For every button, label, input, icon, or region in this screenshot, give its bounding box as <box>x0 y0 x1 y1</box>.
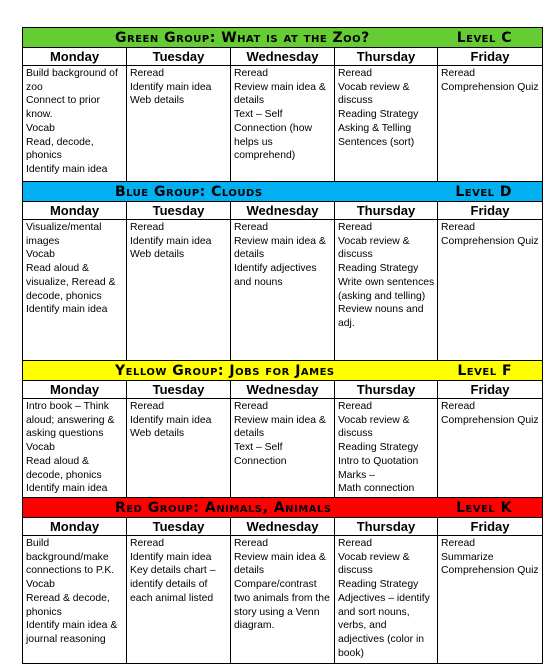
plan-cell-wednesday <box>231 220 335 361</box>
day-header-row <box>23 48 543 66</box>
plan-row <box>23 66 543 182</box>
plan-item: Identify main idea <box>26 304 108 316</box>
plan-item: Reread <box>338 68 373 79</box>
day-header-monday: Monday <box>23 202 127 220</box>
plan-item: Vocab review & discuss <box>338 235 410 261</box>
plan-item: Reread <box>130 538 165 549</box>
plan-item: Reread <box>338 401 373 412</box>
day-header-row <box>23 381 543 399</box>
plan-item: Vocab <box>26 249 55 261</box>
plan-item: Review main idea & details <box>234 81 326 107</box>
plan-item: Reading Strategy <box>338 109 419 121</box>
plan-item: Vocab <box>26 122 55 134</box>
plan-item: Visualize/mental images <box>26 222 102 247</box>
day-header-tuesday: Tuesday <box>127 381 231 399</box>
day-header-thursday: Thursday <box>335 381 438 399</box>
plan-item: Reread <box>338 538 373 549</box>
plan-cell-friday <box>438 399 543 498</box>
plan-item: Reread <box>338 222 373 233</box>
plan-item: Review main idea & details <box>234 551 326 577</box>
plan-item: Read aloud & visualize, Reread & decode, phonics <box>26 263 116 302</box>
group-band-content <box>23 500 542 516</box>
day-header-friday: Friday <box>438 518 543 536</box>
plan-item: Reading Strategy <box>338 579 419 591</box>
plan-item: Vocab <box>26 442 55 454</box>
plan-item: Reread <box>441 538 476 549</box>
plan-row <box>23 536 543 664</box>
plan-cell-thursday <box>335 399 438 498</box>
plan-item: Vocab <box>26 579 55 591</box>
day-header-row <box>23 518 543 536</box>
plan-cell-friday <box>438 536 543 664</box>
plan-item: Review main idea & details <box>234 235 326 261</box>
plan-item: Web details <box>130 95 185 107</box>
plan-item: Web details <box>130 249 185 261</box>
day-header-wednesday: Wednesday <box>231 202 335 220</box>
plan-cell-wednesday <box>231 536 335 664</box>
plan-item: Reread <box>441 401 476 412</box>
plan-item: Vocab review & discuss <box>338 551 410 577</box>
plan-item: Comprehension Quiz <box>441 414 539 426</box>
plan-item: Build background/make connections to P.K. <box>26 538 115 577</box>
group-band <box>23 361 543 381</box>
plan-item: Identify main idea <box>130 551 212 563</box>
group-title: Blue Group: Clouds <box>115 183 263 200</box>
day-header-monday: Monday <box>23 381 127 399</box>
plan-item: Reread <box>234 222 269 233</box>
group-band <box>23 498 543 518</box>
day-header-tuesday: Tuesday <box>127 48 231 66</box>
plan-item: Asking & Telling Sentences (sort) <box>338 122 415 148</box>
plan-cell-wednesday <box>231 66 335 182</box>
plan-cell-monday <box>23 220 127 361</box>
plan-cell-monday <box>23 536 127 664</box>
plan-item: Intro book – Think aloud; answering & asking questions <box>26 401 115 440</box>
plan-item: Review nouns and adj. <box>338 304 424 329</box>
plan-item: Build background of zoo <box>26 68 118 93</box>
plan-item: Reread <box>234 68 269 79</box>
plan-item: Review main idea & details <box>234 414 326 440</box>
plan-cell-friday <box>438 66 543 182</box>
plan-item: Intro to Quotation Marks – <box>338 455 419 481</box>
plan-cell-tuesday <box>127 66 231 182</box>
plan-item: Adjectives – identify and sort nouns, verbs, and adjectives (color in book) <box>338 592 430 659</box>
group-band-cell <box>23 28 543 48</box>
lesson-plan-table <box>22 27 543 664</box>
plan-item: Connect to prior know. <box>26 95 100 121</box>
group-band-cell <box>23 498 543 518</box>
plan-item: Web details <box>130 428 185 440</box>
group-band-cell <box>23 182 543 202</box>
day-header-tuesday: Tuesday <box>127 202 231 220</box>
plan-item: Write own sentences (asking and telling) <box>338 276 435 302</box>
plan-row <box>23 399 543 498</box>
plan-item: Identify main idea & journal reasoning <box>26 620 118 645</box>
plan-item: Math connection <box>338 483 415 495</box>
day-header-friday: Friday <box>438 202 543 220</box>
day-header-thursday: Thursday <box>335 48 438 66</box>
day-header-monday: Monday <box>23 518 127 536</box>
plan-item: Identify main idea <box>130 235 212 247</box>
day-header-tuesday: Tuesday <box>127 518 231 536</box>
plan-cell-wednesday <box>231 399 335 498</box>
lesson-plan-sheet <box>22 27 542 664</box>
plan-cell-tuesday <box>127 220 231 361</box>
plan-cell-monday <box>23 66 127 182</box>
plan-item: Key details chart – identify details of each animal listed <box>130 565 216 604</box>
plan-item: Identify main idea <box>130 81 212 93</box>
plan-item: Identify main idea <box>26 163 108 175</box>
group-band-cell <box>23 361 543 381</box>
group-level: Level K <box>456 499 513 516</box>
plan-cell-thursday <box>335 66 438 182</box>
group-title: Red Group: Animals, Animals <box>115 499 332 516</box>
plan-item: Text – Self Connection <box>234 442 287 467</box>
plan-item: Comprehension Quiz <box>441 235 539 247</box>
plan-item: Reread & decode, phonics <box>26 592 110 618</box>
group-band-content <box>23 30 542 46</box>
plan-item: Identify adjectives and nouns <box>234 263 317 288</box>
plan-item: Read, decode, phonics <box>26 136 94 162</box>
plan-item: Reread <box>441 68 476 79</box>
plan-cell-tuesday <box>127 399 231 498</box>
plan-item: Comprehension Quiz <box>441 81 539 93</box>
day-header-wednesday: Wednesday <box>231 518 335 536</box>
plan-item: Reading Strategy <box>338 442 419 454</box>
plan-item: Comprehension Quiz <box>441 565 539 577</box>
plan-item: Reread <box>130 222 165 233</box>
day-header-thursday: Thursday <box>335 202 438 220</box>
plan-cell-friday <box>438 220 543 361</box>
plan-item: Text – Self Connection (how helps us comprehend) <box>234 109 312 162</box>
plan-item: Reread <box>130 401 165 412</box>
plan-item: Read aloud & decode, phonics <box>26 455 102 481</box>
day-header-wednesday: Wednesday <box>231 381 335 399</box>
group-title: Green Group: What is at the Zoo? <box>115 29 370 46</box>
day-header-wednesday: Wednesday <box>231 48 335 66</box>
plan-item: Compare/contrast two animals from the story using a Venn diagram. <box>234 579 330 632</box>
group-band <box>23 28 543 48</box>
plan-cell-thursday <box>335 536 438 664</box>
group-title: Yellow Group: Jobs for James <box>115 362 335 379</box>
plan-cell-tuesday <box>127 536 231 664</box>
plan-item: Vocab review & discuss <box>338 81 410 107</box>
group-level: Level D <box>455 183 513 200</box>
plan-cell-monday <box>23 399 127 498</box>
group-level: Level C <box>456 29 513 46</box>
group-band <box>23 182 543 202</box>
plan-item: Reading Strategy <box>338 263 419 275</box>
plan-item: Reread <box>234 401 269 412</box>
plan-cell-thursday <box>335 220 438 361</box>
group-band-content <box>23 363 542 379</box>
plan-item: Reread <box>441 222 476 233</box>
day-header-thursday: Thursday <box>335 518 438 536</box>
day-header-monday: Monday <box>23 48 127 66</box>
lesson-plan-body <box>23 28 543 664</box>
plan-item: Vocab review & discuss <box>338 414 410 440</box>
plan-item: Identify main idea <box>26 483 108 495</box>
plan-item: Reread <box>234 538 269 549</box>
plan-item: Reread <box>130 68 165 79</box>
plan-row <box>23 220 543 361</box>
day-header-friday: Friday <box>438 48 543 66</box>
plan-item: Identify main idea <box>130 414 212 426</box>
group-level: Level F <box>457 362 513 379</box>
plan-item: Summarize <box>441 551 494 563</box>
day-header-friday: Friday <box>438 381 543 399</box>
day-header-row <box>23 202 543 220</box>
group-band-content <box>23 184 542 200</box>
